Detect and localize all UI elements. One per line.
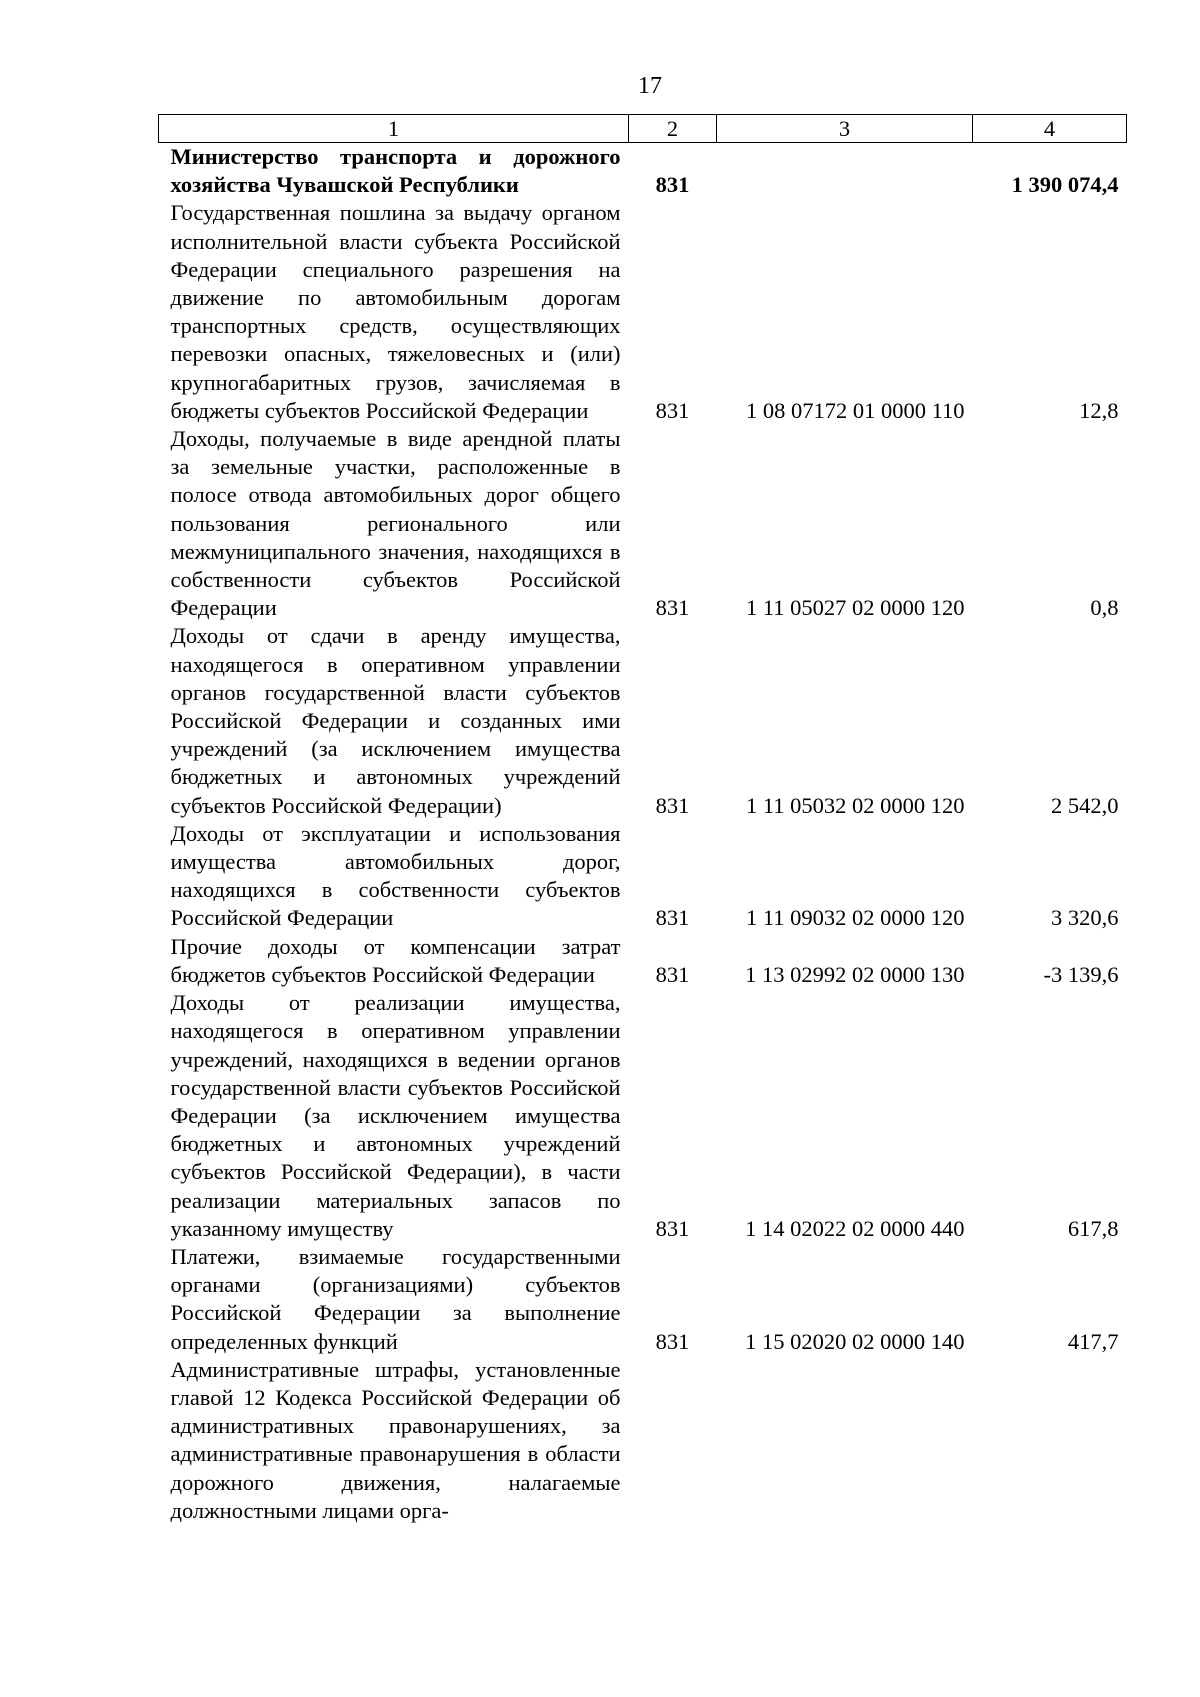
row-amount: 417,7 — [1067, 1328, 1119, 1354]
row-description: Государственная пошлина за выдачу органом исполнительной власти субъекта Российской Федерации специального разрешения на движение по автомобильным дорогам транспортных средств, осуществляющих перевозки опасных, тяжеловесных и (или) крупногабаритных грузов, зачисляемая в бюджеты субъектов Российской Федерации — [170, 200, 621, 423]
row-budget-code: 1 11 05027 02 0000 120 — [745, 595, 965, 621]
row-amount: 617,8 — [1067, 1215, 1119, 1241]
table-row — [159, 820, 1127, 933]
table-row — [159, 933, 1127, 989]
row-description: Прочие доходы от компенсации затрат бюджетов субъектов Российской Федерации — [170, 933, 621, 987]
row-amount: 2 542,0 — [1051, 792, 1119, 818]
row-amount — [973, 1356, 1127, 1525]
row-budget-code: 1 11 09032 02 0000 120 — [745, 905, 965, 931]
row-budget-code: 1 08 07172 01 0000 110 — [745, 397, 965, 423]
row-description: Министерство транспорта и дорожного хозяйства Чувашской Республики — [170, 144, 621, 198]
row-budget-code: 1 13 02992 02 0000 130 — [745, 961, 965, 987]
row-budget-code: 1 14 02022 02 0000 440 — [745, 1215, 965, 1241]
row-admin-code: 831 — [655, 1215, 690, 1241]
row-description: Доходы от эксплуатации и использования имущества автомобильных дорог, находящихся в собственности субъектов Российской Федерации — [170, 820, 621, 931]
table-row — [159, 143, 1127, 200]
row-amount: 1 390 074,4 — [1011, 172, 1119, 198]
column-header-3: 3 — [717, 115, 973, 143]
row-admin-code: 831 — [655, 595, 690, 621]
row-admin-code: 831 — [655, 905, 690, 931]
row-description: Доходы от сдачи в аренду имущества, находящегося в оперативном управлении органов государственной власти субъектов Российской Федерации и созданных ими учреждений (за исключением имущества бюджетных и автономных учреждений субъектов Российской Федерации) — [170, 623, 621, 818]
row-admin-code: 831 — [655, 1328, 690, 1354]
row-budget-code: 1 15 02020 02 0000 140 — [745, 1328, 965, 1354]
row-amount: 3 320,6 — [1051, 905, 1119, 931]
row-description: Административные штрафы, установленные главой 12 Кодекса Российской Федерации об административных правонарушениях, за административные правонарушения в области дорожного движения, налагаемые должностными лицами орга- — [170, 1356, 621, 1523]
row-description: Доходы от реализации имущества, находящегося в оперативном управлении учреждений, находящихся в ведении органов государственной власти субъектов Российской Федерации (за исключением имущества бюджетных и автономных учреждений субъектов Российской Федерации), в части реализации материальных запасов по указанному имуществу — [170, 990, 621, 1241]
page-number: 17 — [638, 73, 662, 99]
table-row — [159, 622, 1127, 819]
revenue-table — [158, 114, 1127, 1525]
row-admin-code: 831 — [655, 961, 690, 987]
row-admin-code: 831 — [655, 172, 690, 198]
row-amount: 12,8 — [1079, 397, 1119, 423]
table-row — [159, 425, 1127, 622]
column-header-4: 4 — [973, 115, 1127, 143]
table-row — [159, 1356, 1127, 1525]
row-admin-code — [629, 1356, 717, 1525]
table-row — [159, 989, 1127, 1243]
row-budget-code — [717, 143, 973, 200]
row-description: Платежи, взимаемые государственными органами (организациями) субъектов Российской Федерации за выполнение определенных функций — [170, 1243, 621, 1354]
row-budget-code: 1 11 05032 02 0000 120 — [745, 792, 965, 818]
row-amount: 0,8 — [1090, 595, 1119, 621]
row-admin-code: 831 — [655, 397, 690, 423]
column-header-1: 1 — [159, 115, 629, 143]
column-header-2: 2 — [629, 115, 717, 143]
table-row — [159, 1243, 1127, 1356]
row-admin-code: 831 — [655, 792, 690, 818]
table-row — [159, 199, 1127, 425]
row-amount: -3 139,6 — [1043, 961, 1119, 987]
row-budget-code — [717, 1356, 973, 1525]
row-description: Доходы, получаемые в виде арендной платы за земельные участки, расположенные в полосе отвода автомобильных дорог общего пользования регионального или межмуниципального значения, находящихся в собственности субъектов Российской Федерации — [170, 426, 621, 621]
table-header-row — [159, 115, 1127, 143]
